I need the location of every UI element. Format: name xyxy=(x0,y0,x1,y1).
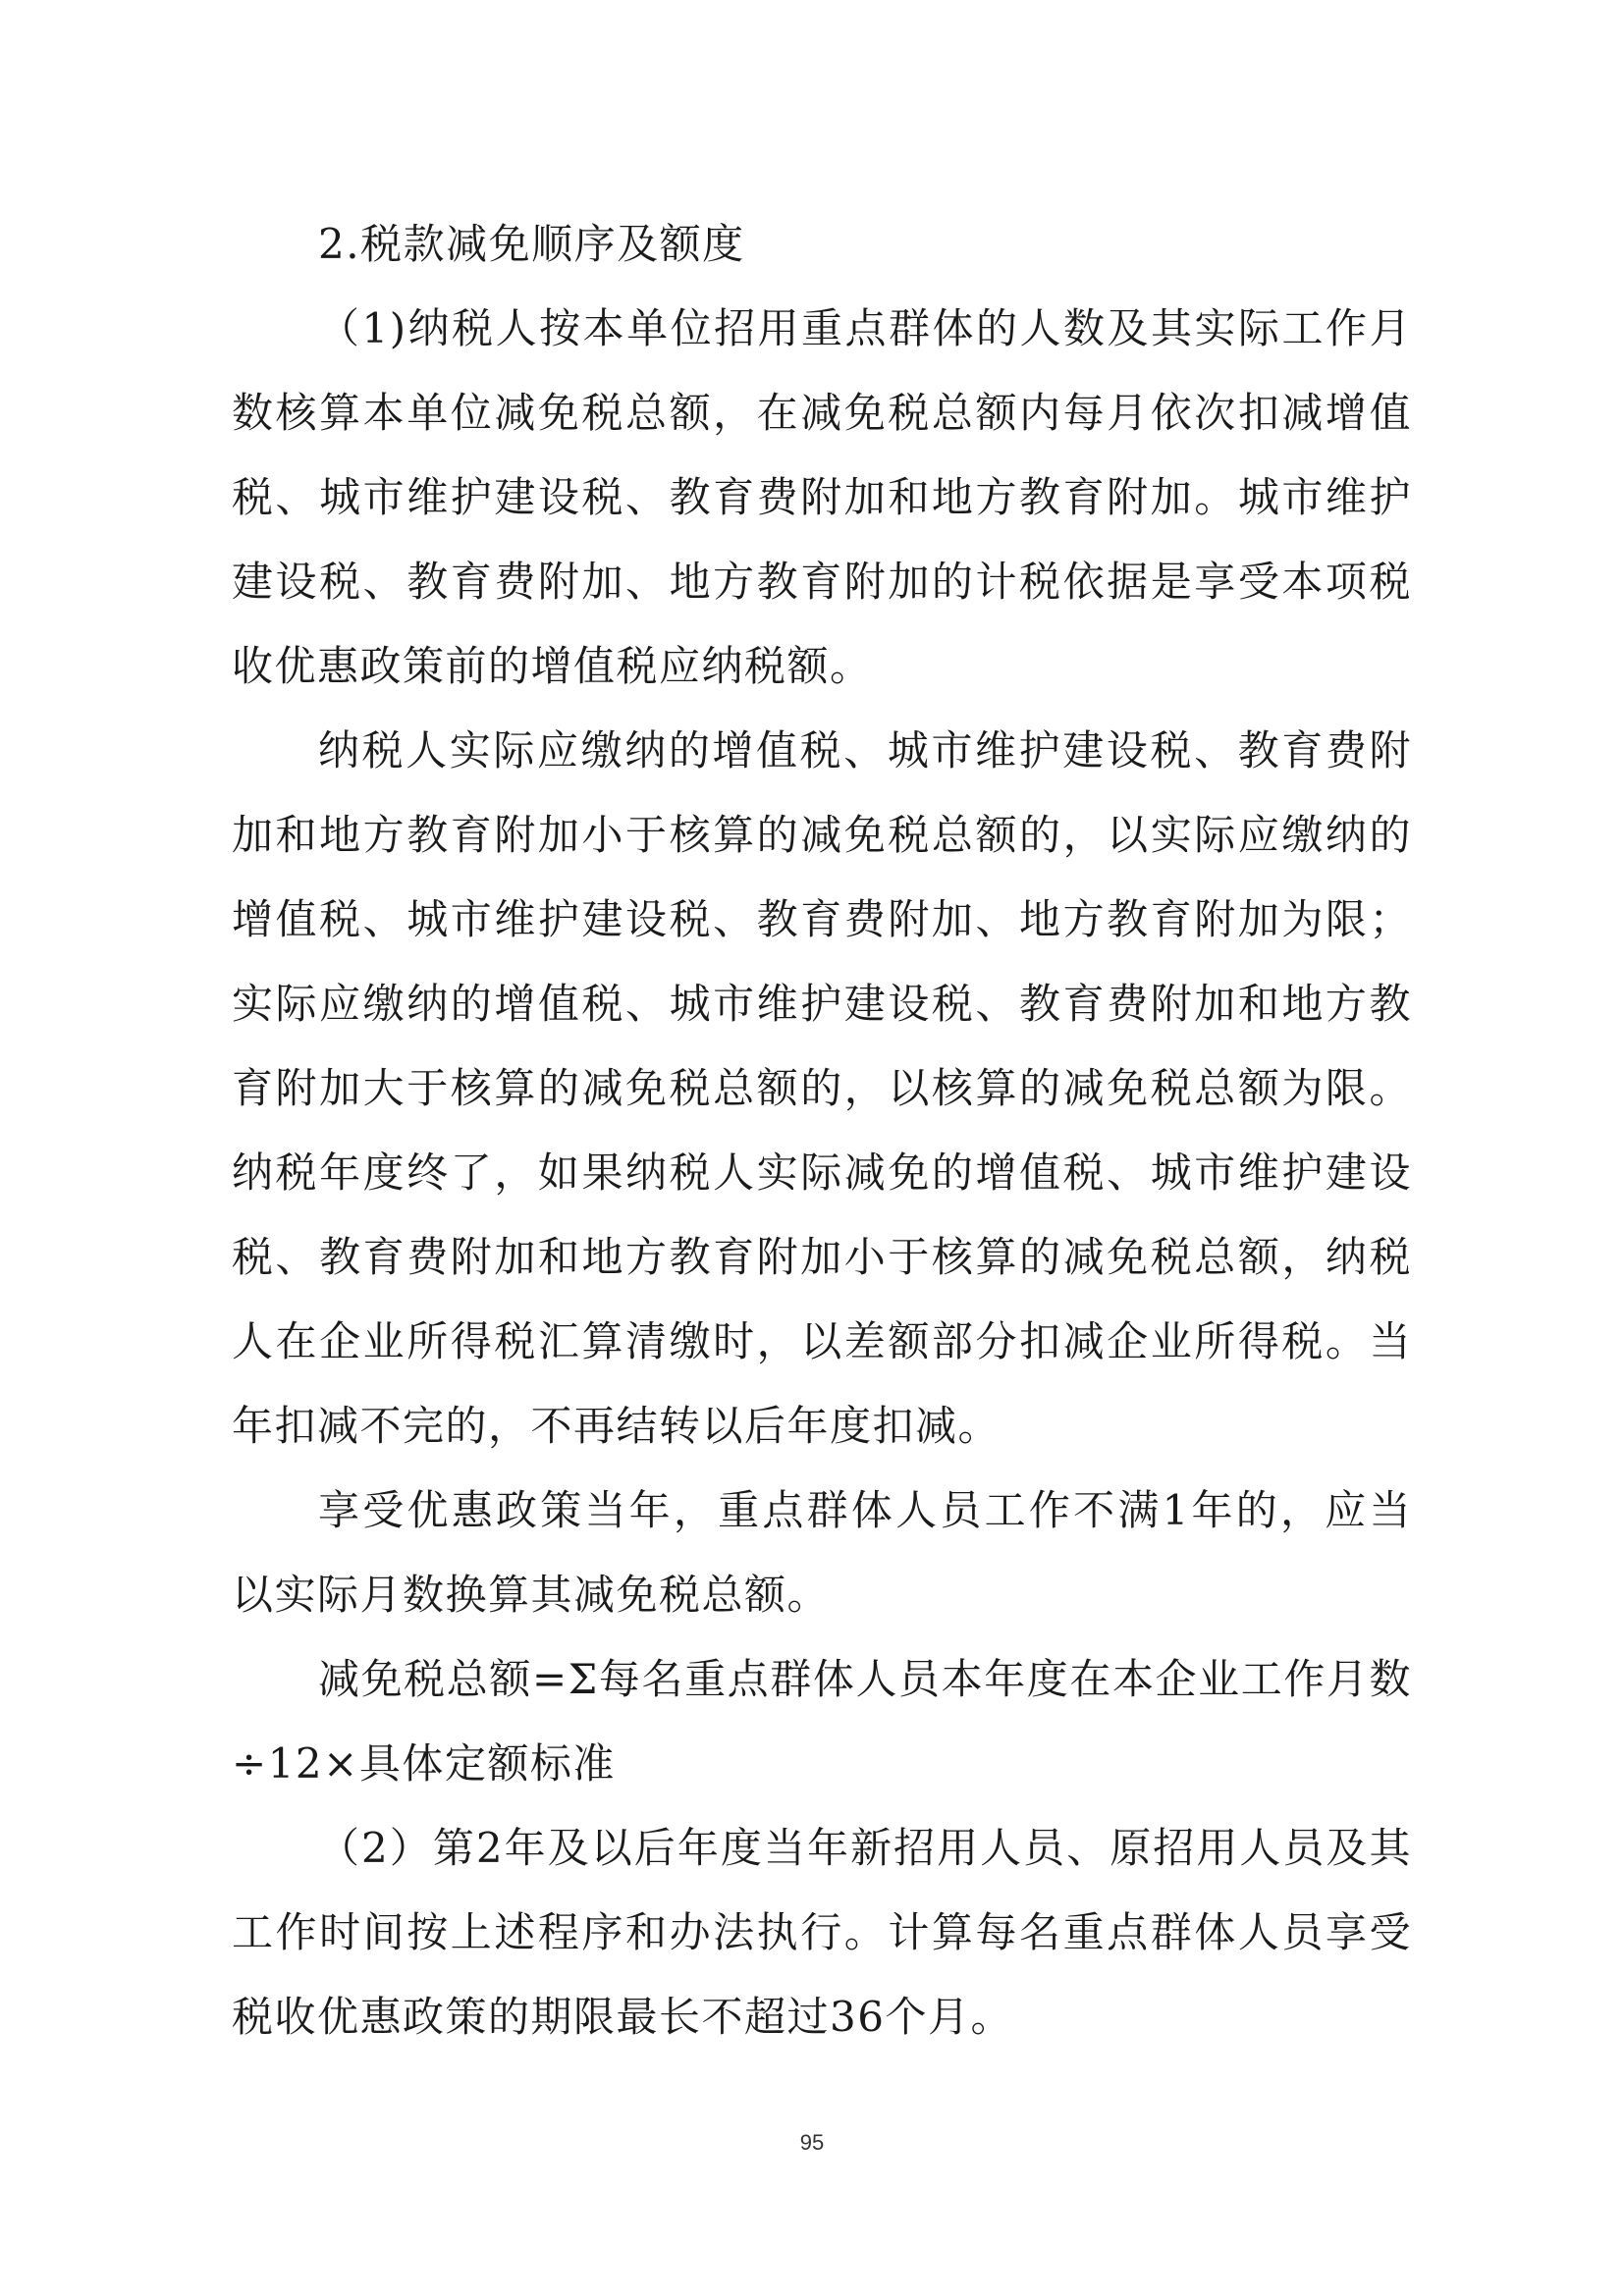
paragraph-3: 享受优惠政策当年，重点群体人员工作不满1年的，应当以实际月数换算其减免税总额。 xyxy=(232,1486,1412,1619)
formula-paragraph: 减免税总额=Σ每名重点群体人员本年度在本企业工作月数÷12×具体定额标准 xyxy=(232,1655,1412,1788)
paragraph-2: 纳税人实际应缴纳的增值税、城市维护建设税、教育费附加和地方教育附加小于核算的减免税总额的，以实际应缴纳的增值税、城市维护建设税、教育费附加、地方教育附加为限；实际应缴纳的增值税、城市维护建设税、教育费附加和地方教育附加大于核算的减免税总额的，以核算的减免税总额为限。纳税年度终了，如果纳税人实际减免的增值税、城市维护建设税、教育费附加和地方教育附加小于核算的减免税总额，纳税人在企业所得税汇算清缴时，以差额部分扣减企业所得税。当年扣减不完的，不再结转以后年度扣减。 xyxy=(232,726,1412,1450)
page-number: 95 xyxy=(799,2130,825,2155)
document-body xyxy=(232,202,1412,2059)
paragraph-1: （1)纳税人按本单位招用重点群体的人数及其实际工作月数核算本单位减免税总额，在减免税总额内每月依次扣减增值税、城市维护建设税、教育费附加和地方教育附加。城市维护建设税、教育费附加、地方教育附加的计税依据是享受本项税收优惠政策前的增值税应纳税额。 xyxy=(232,304,1412,690)
paragraph-5: （2）第2年及以后年度当年新招用人员、原招用人员及其工作时间按上述程序和办法执行。计算每名重点群体人员享受税收优惠政策的期限最长不超过36个月。 xyxy=(232,1824,1412,2041)
section-heading: 2.税款减免顺序及额度 xyxy=(318,220,745,268)
